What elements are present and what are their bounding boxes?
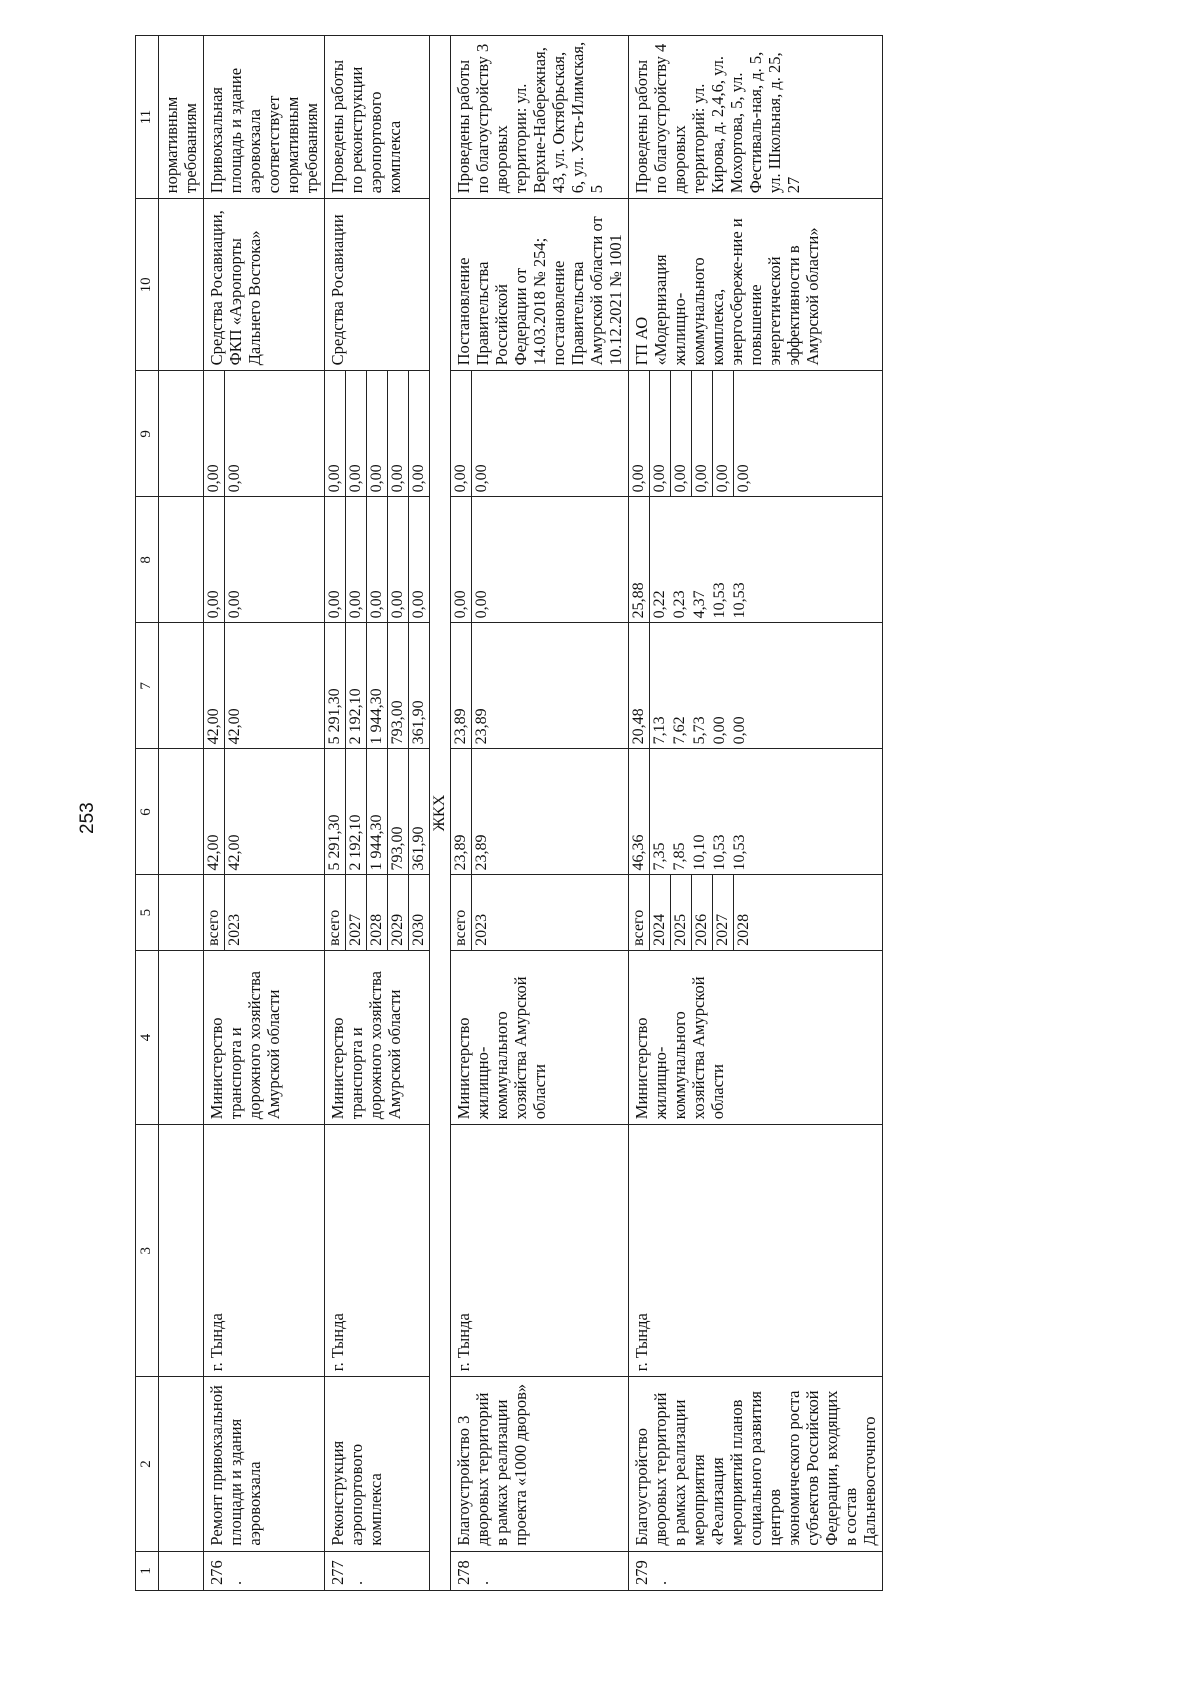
other-amount-value: 0,00 (473, 464, 490, 493)
year-value: 2024 (650, 875, 671, 949)
regional-amount-value: 4,37 (691, 590, 708, 619)
year-value: 2030 (410, 913, 427, 946)
executor: Министерство транспорта и дорожного хозяйства Амурской области (204, 950, 325, 1124)
year (451, 875, 629, 950)
total-amount-value: 793,00 (388, 749, 409, 874)
event-name: Благоустройство дворовых территорий в рамках реализации мероприятия «Реализация мероприятий планов социального развития центров экономического роста субъектов Российской Федерации, входящих в состав Дальневосточного (629, 1377, 883, 1551)
location: г. Тында (325, 1125, 430, 1377)
table-row (325, 36, 430, 1591)
year-value: всего (204, 875, 225, 949)
regional-amount-value: 0,00 (204, 497, 225, 622)
regional-amount (204, 497, 325, 623)
other-amount (325, 371, 430, 497)
regional-amount-value: 10,53 (711, 582, 728, 619)
expected-result: Проведены работы по благоустройству 4 дворовых территорий: ул. Кирова, д. 2,4,6, ул. Мохортова, 5, ул. Фестиваль-ная, д. 5, ул. Школьная, д. 25, 27 (629, 36, 883, 199)
regional-amount-value: 0,00 (325, 497, 346, 622)
federal-amount-value: 7,62 (671, 716, 688, 745)
expected-result: Проведены работы по благоустройству 3 дворовых территории: ул. Верхне-Набережная, 43, ул. Октябрьская, 6, ул. Усть-Илимская, 5 (451, 36, 629, 199)
executor: Министерство жилищно-коммунального хозяйства Амурской области (451, 950, 629, 1124)
year-value: 2023 (226, 913, 243, 946)
federal-amount-value: 1 944,30 (367, 623, 388, 748)
regional-amount-value: 0,00 (388, 497, 409, 622)
funding-source: ГП АО «Модернизация жилищно-коммунального комплекса, энергосбереже-ние и повышение энергетической эффективности в Амурской области» (629, 199, 883, 371)
funding-source: Постановление Правительства Российской Федерации от 14.03.2018 № 254; постановление Правительства Амурской области от 10.12.2021 № 1001 (451, 199, 629, 371)
federal-amount-value: 20,48 (629, 623, 650, 748)
regional-amount-value: 0,00 (473, 590, 490, 619)
year-value: 2028 (735, 913, 752, 946)
federal-amount-value: 793,00 (388, 623, 409, 748)
federal-amount (325, 623, 430, 749)
total-amount-value: 5 291,30 (325, 749, 346, 874)
page-number: 253 (77, 802, 98, 834)
federal-amount-value: 42,00 (226, 708, 243, 745)
section-row (430, 36, 451, 1591)
other-amount-value: 0,00 (388, 371, 409, 496)
total-amount-value: 46,36 (629, 749, 650, 874)
document-table-sheet (135, 35, 1200, 1591)
column-number: 5 (136, 875, 159, 950)
federal-amount-value: 361,90 (410, 700, 427, 745)
year (204, 875, 325, 950)
year-value: всего (325, 875, 346, 949)
year-value: 2023 (473, 913, 490, 946)
total-amount-value: 10,53 (711, 834, 728, 871)
table-row (204, 36, 325, 1591)
regional-amount-value: 0,00 (346, 497, 367, 622)
total-amount (204, 749, 325, 875)
funding-source: Средства Росавиации, ФКП «Аэропорты Дальнего Востока» (204, 199, 325, 371)
total-amount (451, 749, 629, 875)
year (629, 875, 883, 950)
location: г. Тында (451, 1125, 629, 1377)
regional-amount-value: 25,88 (629, 497, 650, 622)
total-amount-value: 1 944,30 (367, 749, 388, 874)
regional-amount (325, 497, 430, 623)
other-amount-value: 0,00 (226, 464, 243, 493)
row-number: 276. (204, 1551, 325, 1590)
table-row (629, 36, 883, 1591)
table-row (451, 36, 629, 1591)
location: г. Тында (629, 1125, 883, 1377)
carry-over-row (159, 36, 204, 1591)
total-amount-value: 7,85 (671, 842, 688, 871)
federal-amount (629, 623, 883, 749)
federal-amount-value: 2 192,10 (346, 623, 367, 748)
column-number: 9 (136, 371, 159, 497)
column-number: 4 (136, 950, 159, 1124)
total-amount-value: 10,10 (691, 834, 708, 871)
event-name: Ремонт привокзальной площади и здания аэровокзала (204, 1377, 325, 1551)
regional-amount (629, 497, 883, 623)
regional-amount-value: 0,00 (410, 590, 427, 619)
column-number: 7 (136, 623, 159, 749)
federal-amount-value: 23,89 (473, 708, 490, 745)
year-value: 2025 (671, 875, 692, 949)
other-amount-value: 0,00 (629, 371, 650, 496)
funding-source: Средства Росавиации (325, 199, 430, 371)
total-amount-value: 2 192,10 (346, 749, 367, 874)
other-amount-value: 0,00 (325, 371, 346, 496)
expected-result: Привокзальная площадь и здание аэровокзала соответствует нормативным требованиям (204, 36, 325, 199)
other-amount-value: 0,00 (735, 464, 752, 493)
event-name: Благоустройство 3 дворовых территорий в рамках реализации проекта «1000 дворов» (451, 1377, 629, 1551)
other-amount-value: 0,00 (204, 371, 225, 496)
total-amount-value: 42,00 (226, 834, 243, 871)
column-number: 11 (136, 36, 159, 199)
total-amount-value: 23,89 (451, 749, 472, 874)
federal-amount-value: 42,00 (204, 623, 225, 748)
other-amount (204, 371, 325, 497)
column-number: 8 (136, 497, 159, 623)
federal-amount-value: 0,00 (731, 716, 748, 745)
total-amount-value: 42,00 (204, 749, 225, 874)
program-table (135, 35, 883, 1591)
expected-result: Проведены работы по реконструкции аэропортового комплекса (325, 36, 430, 199)
regional-amount (451, 497, 629, 623)
year-value: 2026 (692, 875, 713, 949)
regional-amount-value: 0,22 (651, 590, 668, 619)
federal-amount-value: 5 291,30 (325, 623, 346, 748)
executor: Министерство транспорта и дорожного хозяйства Амурской области (325, 950, 430, 1124)
regional-amount-value: 0,23 (671, 590, 688, 619)
column-number: 1 (136, 1551, 159, 1590)
other-amount-value: 0,00 (671, 371, 692, 496)
other-amount-value: 0,00 (410, 464, 427, 493)
section-title: ЖКХ (430, 36, 451, 1591)
column-number: 2 (136, 1377, 159, 1551)
regional-amount-value: 0,00 (451, 497, 472, 622)
regional-amount-value: 0,00 (226, 590, 243, 619)
column-number: 6 (136, 749, 159, 875)
total-amount-value: 7,35 (651, 842, 668, 871)
federal-amount (451, 623, 629, 749)
event-name: Реконструкция аэропортового комплекса (325, 1377, 430, 1551)
year-value: 2027 (713, 875, 734, 949)
other-amount-value: 0,00 (451, 371, 472, 496)
total-amount (325, 749, 430, 875)
executor: Министерство жилищно-коммунального хозяйства Амурской области (629, 950, 883, 1124)
year-value: всего (451, 875, 472, 949)
year-value: всего (629, 875, 650, 949)
other-amount (451, 371, 629, 497)
federal-amount-value: 0,00 (711, 716, 728, 745)
row-number: 277. (325, 1551, 430, 1590)
federal-amount-value: 5,73 (691, 716, 708, 745)
column-number: 10 (136, 199, 159, 371)
location: г. Тында (204, 1125, 325, 1377)
federal-amount-value: 23,89 (451, 623, 472, 748)
other-amount-value: 0,00 (713, 371, 734, 496)
year (325, 875, 430, 950)
row-number: 278. (451, 1551, 629, 1590)
federal-amount (204, 623, 325, 749)
carry-over-text: нормативным требованиям (159, 36, 204, 199)
column-number: 3 (136, 1125, 159, 1377)
year-value: 2029 (388, 875, 409, 949)
row-number: 279. (629, 1551, 883, 1590)
column-numbers-row (136, 36, 159, 1591)
year-value: 2027 (346, 875, 367, 949)
regional-amount-value: 10,53 (731, 582, 748, 619)
other-amount-value: 0,00 (650, 371, 671, 496)
other-amount-value: 0,00 (367, 371, 388, 496)
year-value: 2028 (367, 875, 388, 949)
other-amount (629, 371, 883, 497)
total-amount-value: 10,53 (731, 834, 748, 871)
total-amount-value: 23,89 (473, 834, 490, 871)
other-amount-value: 0,00 (346, 371, 367, 496)
federal-amount-value: 7,13 (651, 716, 668, 745)
total-amount (629, 749, 883, 875)
total-amount-value: 361,90 (410, 826, 427, 871)
other-amount-value: 0,00 (692, 371, 713, 496)
regional-amount-value: 0,00 (367, 497, 388, 622)
